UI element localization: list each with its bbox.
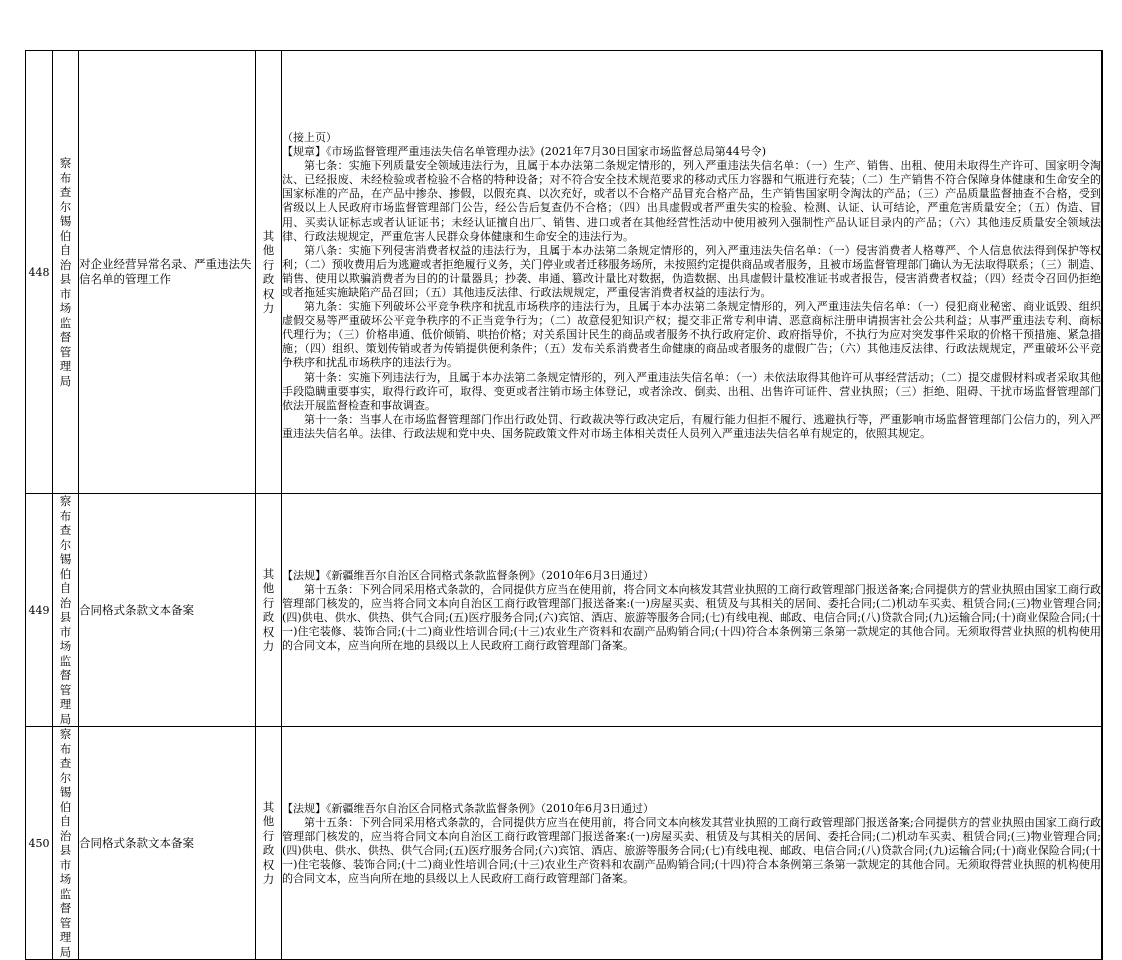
article-paragraph: 第八条：实施下列侵害消费者权益的违法行为，且属于本办法第二条规定情形的，列入严重违法失信名单：（一）侵害消费者人格尊严、个人信息依法得到保护等权利；（二）预收费用后为逃避或者拒绝履行义务，关门停业或者迁移服务场所，未按照约定提供商品或者服务，且被市场监督管理部门确认为无法取得联系；（三）制造、销售、使用以欺骗消费者为目的的计量器具；抄袭、串通、篡改计量比对数据，伪造数据、出具虚假计量校准证书或者报告，侵害消费者权益；（四）经责令召回仍拒绝或者拖延实施缺陷产品召回；（五）其他违反法律、行政法规规定，严重侵害消费者权益的违法行为。 [282,243,1101,299]
row-number: 449 [26,494,53,727]
basis-title: 【法规】《新疆维吾尔自治区合同格式条款监督条例》（2010年6月3日通过） [282,801,654,815]
power-list-table [25,50,1103,960]
basis-title: 【规章】《市场监督管理严重违法失信名单管理办法》(2021年7月30日国家市场监督总局第44号令) [282,145,767,159]
department-name: 察布查尔锡伯自治县市场监督管理局 [59,727,72,959]
row-number: 448 [26,51,53,494]
article-paragraph: 第十一条：当事人在市场监督管理部门作出行政处罚、行政裁决等行政决定后，有履行能力但拒不履行、逃避执行等，严重影响市场监督管理部门公信力的，列入严重违法失信名单。法律、行政法规和党中央、国务院政策文件对市场主体相关责任人员列入严重违法失信名单有规定的，依照其规定。 [282,412,1101,440]
department-cell [53,51,79,494]
empty-cell [1102,727,1103,960]
item-name: 对企业经营异常名录、严重违法失信名单的管理工作 [79,51,256,494]
article-paragraph: 第九条：实施下列破坏公平竞争秩序和扰乱市场秩序的违法行为，且属于本办法第二条规定情形的，列入严重违法失信名单：（一）侵犯商业秘密、商业诋毁、组织虚假交易等严重破坏公平竞争秩序的不正当竞争行为；（二）故意侵犯知识产权；提交非正常专利申请、恶意商标注册申请损害社会公共利益；从事严重违法专利、商标代理行为；（三）价格串通、低价倾销、哄抬价格；对关系国计民生的商品或者服务不执行政府定价、政府指导价，不执行为应对突发事件采取的价格干预措施、紧急措施；（四）组织、策划传销或者为传销提供便利条件；（五）发布关系消费者生命健康的商品或者服务的虚假广告；（六）其他违反法律、行政法规规定，严重破坏公平竞争秩序和扰乱市场秩序的违法行为。 [282,300,1101,370]
department-name: 察布查尔锡伯自治县市场监督管理局 [59,156,72,388]
article-paragraph: 第十条：实施下列违法行为，且属于本办法第二条规定情形的，列入严重违法失信名单：（一）未依法取得其他许可从事经营活动；（二）提交虚假材料或者采取其他手段隐瞒重要事实，取得行政许可，取得、变更或者注销市场主体登记，或者涂改、倒卖、出租、出售许可证件、营业执照；（三）拒绝、阻碍、干扰市场监督管理部门依法开展监督检查和事故调查。 [282,370,1101,412]
basis-title: 【法规】《新疆维吾尔自治区合同格式条款监督条例》（2010年6月3日通过） [282,568,654,582]
table-row [26,494,1103,727]
department-cell [53,494,79,727]
legal-basis-cell [282,494,1102,727]
department-cell [53,727,79,960]
power-type-cell [256,51,282,494]
power-type: 其他行政权力 [262,566,275,653]
department-name: 察布查尔锡伯自治县市场监督管理局 [59,494,72,726]
article-paragraph: 第十五条：下列合同采用格式条款的，合同提供方应当在使用前，将合同文本向核发其营业执照的工商行政管理部门报送备案;合同提供方的营业执照由国家工商行政管理部门核发的，应当将合同文本向自治区工商行政管理部门报送备案:(一)房屋买卖、租赁及与其相关的居间、委托合同;(二)机动车买卖、租赁合同;(三)物业管理合同;(四)供电、供水、供热、供气合同;(五)医疗服务合同;(六)宾馆、酒店、旅游等服务合同;(七)有线电视、邮政、电信合同;(八)贷款合同;(九)运输合同;(十)商业保险合同;(十一)住宅装修、装饰合同;(十二)商业性培训合同;(十三)农业生产资料和农副产品购销合同;(十四)符合本条例第三条第一款规定的其他合同。无须取得营业执照的机构使用的合同文本，应当向所在地的县级以上人民政府工商行政管理部门备案。 [282,815,1101,886]
article-paragraph: 第七条：实施下列质量安全领域违法行为，且属于本办法第二条规定情形的，列入严重违法失信名单：（一）生产、销售、出租、使用未取得生产许可、国家明令淘汰、已经报废、未经检验或者检验不合格的特种设备；对不符合安全技术规范要求的移动式压力容器和气瓶进行充装；（二）生产销售不符合保障身体健康和生命安全的国家标准的产品，在产品中掺杂、掺假，以假充真、以次充好，或者以不合格产品冒充合格产品，生产销售国家明令淘汰的产品；（三）产品质量监督抽查不合格，受到省级以上人民政府市场监督管理部门公告，经公告后复查仍不合格；（四）出具虚假或者严重失实的检验、检测、认证、认可结论，严重危害质量安全；（五）伪造、冒用、买卖认证标志或者认证证书；未经认证擅自出厂、销售、进口或者在其他经营性活动中使用被列入强制性产品认证目录内的产品；（六）其他违反质量安全领域法律、行政法规规定，严重危害人民群众身体健康和生命安全的违法行为。 [282,159,1101,243]
power-type-cell [256,727,282,960]
empty-cell [1102,51,1103,494]
power-type: 其他行政权力 [262,228,275,315]
table-row [26,727,1103,960]
item-name: 合同格式条款文本备案 [79,494,256,727]
table-row [26,51,1103,494]
empty-cell [1102,494,1103,727]
item-name: 合同格式条款文本备案 [79,727,256,960]
power-type-cell [256,494,282,727]
legal-basis-cell [282,51,1102,494]
row-number: 450 [26,727,53,960]
article-paragraph: 第十五条：下列合同采用格式条款的，合同提供方应当在使用前，将合同文本向核发其营业执照的工商行政管理部门报送备案;合同提供方的营业执照由国家工商行政管理部门核发的，应当将合同文本向自治区工商行政管理部门报送备案:(一)房屋买卖、租赁及与其相关的居间、委托合同;(二)机动车买卖、租赁合同;(三)物业管理合同;(四)供电、供水、供热、供气合同;(五)医疗服务合同;(六)宾馆、酒店、旅游等服务合同;(七)有线电视、邮政、电信合同;(八)贷款合同;(九)运输合同;(十)商业保险合同;(十一)住宅装修、装饰合同;(十二)商业性培训合同;(十三)农业生产资料和农副产品购销合同;(十四)符合本条例第三条第一款规定的其他合同。无须取得营业执照的机构使用的合同文本，应当向所在地的县级以上人民政府工商行政管理部门备案。 [282,582,1101,653]
power-type: 其他行政权力 [262,799,275,886]
continued-note: （接上页） [282,130,337,144]
legal-basis-cell [282,727,1102,960]
